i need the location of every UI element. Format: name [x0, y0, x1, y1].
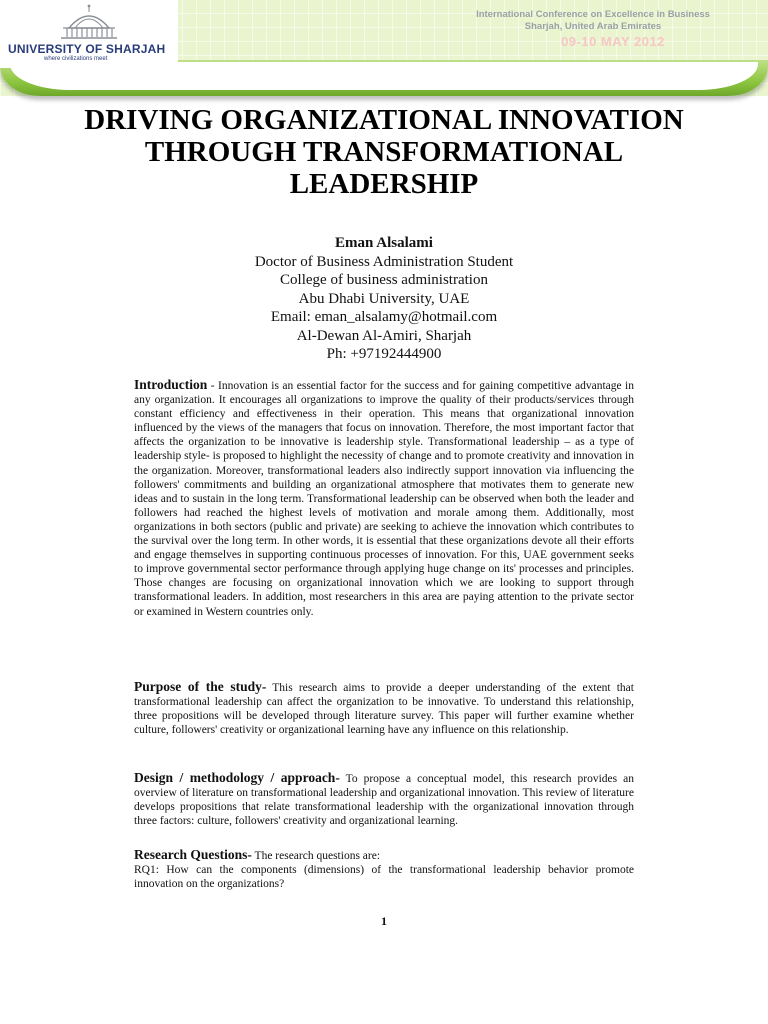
university-name: UNIVERSITY OF SHARJAH: [8, 42, 166, 56]
conference-title: International Conference on Excellence in Business: [476, 9, 710, 20]
university-tagline: where civilizations meet: [44, 56, 108, 62]
purpose-text: This research aims to provide a deeper understanding of the extent that transformational leadership can affect the organization to be innovative. To understand this relationship, three propositions will be developed through literature survey. This paper will further examine whether culture, followers' creativity or organizational learning have any influence on this relationship.: [134, 682, 634, 737]
title-line: DRIVING ORGANIZATIONAL INNOVATION: [84, 104, 684, 136]
purpose-section: [134, 680, 634, 737]
conference-location: Sharjah, United Arab Emirates: [524, 21, 662, 32]
author-email: Email: eman_alsalamy@hotmail.com: [270, 309, 498, 325]
purpose-heading: Purpose of the study-: [134, 679, 267, 694]
author-office: Al-Dewan Al-Amiri, Sharjah: [296, 327, 472, 344]
author-phone: Ph: +97192444900: [326, 346, 442, 362]
author-college: College of business administration: [280, 272, 488, 288]
conference-banner: [0, 0, 768, 96]
paper-title: [60, 104, 708, 200]
author-block: [134, 234, 634, 364]
research-questions-heading: Research Questions-: [134, 847, 252, 862]
introduction-section: [134, 378, 634, 619]
author-name: Eman Alsalami: [335, 235, 433, 251]
introduction-text: - Innovation is an essential factor for the success and for gaining competitive advantage in any organization. It encourages all organizations to improve the quality of their products/services through constant efficiency and effectiveness in their operation. This means that organizational innovation influenced by the views of the managers that focus on innovation. Therefore, the most important factor that affects the organization to be innovative is leadership style. Transformational leadership – as a type of leadership style- is proposed to highlight the necessity of change and to promote creativity and innovation in the organization. Moreover, transformational leaders also indirectly support innovation via influencing the followers' commitments and building an organizational atmosphere that motivates them to generate new ideas and to sustain in the long term. Transformational leadership can be observed when both the leader and followers had reached the highest levels of motivation and morale among them. Additionally, most organizations in both sectors (public and private) are seeking to achieve the innovation which contributes to the survival over the long term. In other words, it is essential that these organizations devote all their efforts and engage themselves in supporting continuous processes of innovation. For this, UAE government seeks to improve governmental sector performance through applying huge change on its' processes and principles. Those changes are focusing on organizational innovation which we are looking to support through transformational leaders. In addition, most researchers in this area are paying attention to the private sector or examined in Western countries only.: [134, 380, 634, 618]
title-line: THROUGH TRANSFORMATIONAL: [144, 136, 624, 168]
author-position: Doctor of Business Administration Student: [254, 253, 514, 270]
introduction-heading: Introduction: [134, 377, 208, 392]
university-dome-icon: [55, 4, 123, 40]
page-number: 1: [381, 914, 387, 928]
design-section: [134, 771, 634, 828]
design-text: To propose a conceptual model, this research provides an overview of literature on transformational leadership and organizational innovation. This review of literature develops propositions that relate transformational leadership with the organizational innovation through three factors: culture, followers' creativity and organizational learning.: [134, 773, 634, 828]
title-line: LEADERSHIP: [289, 168, 479, 200]
design-heading: Design / methodology / approach-: [134, 770, 340, 785]
author-university: Abu Dhabi University, UAE: [298, 290, 470, 307]
research-questions-section: [134, 848, 634, 891]
university-logo: [0, 0, 178, 68]
research-questions-intro: The research questions are:: [251, 850, 381, 862]
conference-dates: 09-10 MAY 2012: [561, 34, 665, 49]
research-question-1: RQ1: How can the components (dimensions) of the transformational leadership behavior promote innovation on the organizations?: [134, 864, 634, 891]
